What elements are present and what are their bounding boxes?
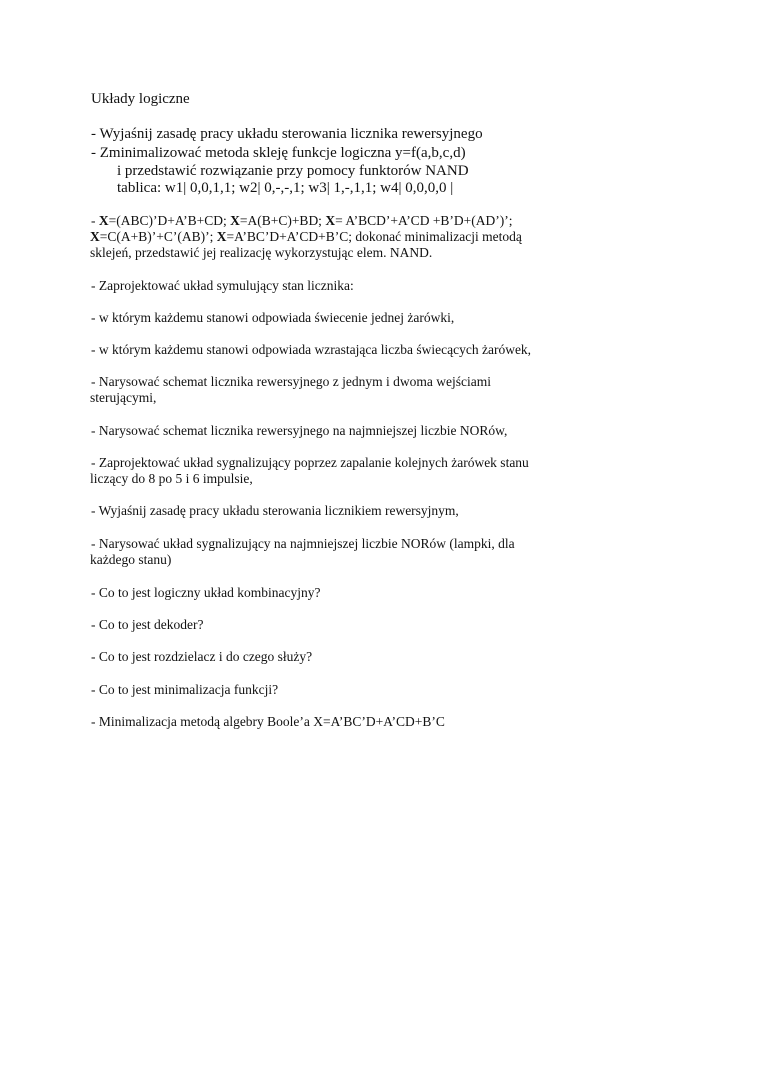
var-x: X bbox=[216, 229, 227, 244]
question-line: - Zminimalizować metoda skleję funkcje logiczna y=f(a,b,c,d) bbox=[91, 145, 466, 161]
list-item: - Co to jest rozdzielacz i do czego służy? bbox=[91, 649, 313, 664]
list-item: - Zaprojektować układ symulujący stan licznika: bbox=[91, 278, 354, 293]
expr: =(ABC)’D+A’B+CD; bbox=[108, 213, 231, 228]
function-list-line bbox=[90, 229, 522, 245]
expr: =A(B+C)+BD; bbox=[239, 213, 326, 228]
list-item: - Zaprojektować układ sygnalizujący poprzez zapalanie kolejnych żarówek stanu bbox=[91, 455, 529, 470]
list-item: - Narysować schemat licznika rewersyjnego z jednym i dwoma wejściami bbox=[91, 374, 491, 389]
list-item: - Minimalizacja metodą algebry Boole’a X=A’BC’D+A’CD+B’C bbox=[91, 714, 445, 729]
document-title: Układy logiczne bbox=[91, 91, 190, 107]
list-item: - w którym każdemu stanowi odpowiada świecenie jednej żarówki, bbox=[91, 310, 455, 325]
list-item: - Narysować schemat licznika rewersyjnego na najmniejszej liczbie NORów, bbox=[91, 423, 508, 438]
var-x: X bbox=[90, 229, 100, 244]
var-x: X bbox=[325, 213, 336, 228]
expr: = A’BCD’+A’CD +B’D+(AD’)’; bbox=[335, 213, 513, 228]
function-list-line: - X=(ABC)’D+A’B+CD; X=A(B+C)+BD; X= A’BCD’+A’CD +B’D+(AD’)’; bbox=[91, 213, 513, 228]
list-item: - Wyjaśnij zasadę pracy układu sterowania licznikiem rewersyjnym, bbox=[91, 503, 459, 518]
list-item: - Co to jest dekoder? bbox=[91, 617, 204, 632]
list-item: sterującymi, bbox=[90, 390, 157, 405]
truth-table-line: tablica: w1| 0,0,1,1; w2| 0,-,-,1; w3| 1,-,1,1; w4| 0,0,0,0 | bbox=[117, 180, 454, 196]
list-item: - Co to jest minimalizacja funkcji? bbox=[91, 682, 279, 697]
question-line: i przedstawić rozwiązanie przy pomocy funktorów NAND bbox=[117, 163, 469, 179]
list-item: - Narysować układ sygnalizujący na najmniejszej liczbie NORów (lampki, dla bbox=[91, 536, 515, 551]
var-x: X bbox=[230, 213, 240, 228]
list-item: - Co to jest logiczny układ kombinacyjny? bbox=[91, 585, 321, 600]
expr: =C(A+B)’+C’(AB)’; bbox=[99, 229, 217, 244]
var-x: X bbox=[98, 213, 109, 228]
list-item: liczący do 8 po 5 i 6 impulsie, bbox=[90, 471, 253, 486]
list-item: - w którym każdemu stanowi odpowiada wzrastająca liczba świecących żarówek, bbox=[91, 342, 532, 357]
expr: =A’BC’D+A’CD+B’C; dokonać minimalizacji metodą bbox=[226, 229, 522, 244]
function-list-line: sklejeń, przedstawić jej realizację wykorzystując elem. NAND. bbox=[90, 245, 433, 260]
list-item: każdego stanu) bbox=[90, 552, 172, 567]
question-line: - Wyjaśnij zasadę pracy układu sterowania licznika rewersyjnego bbox=[91, 126, 483, 142]
